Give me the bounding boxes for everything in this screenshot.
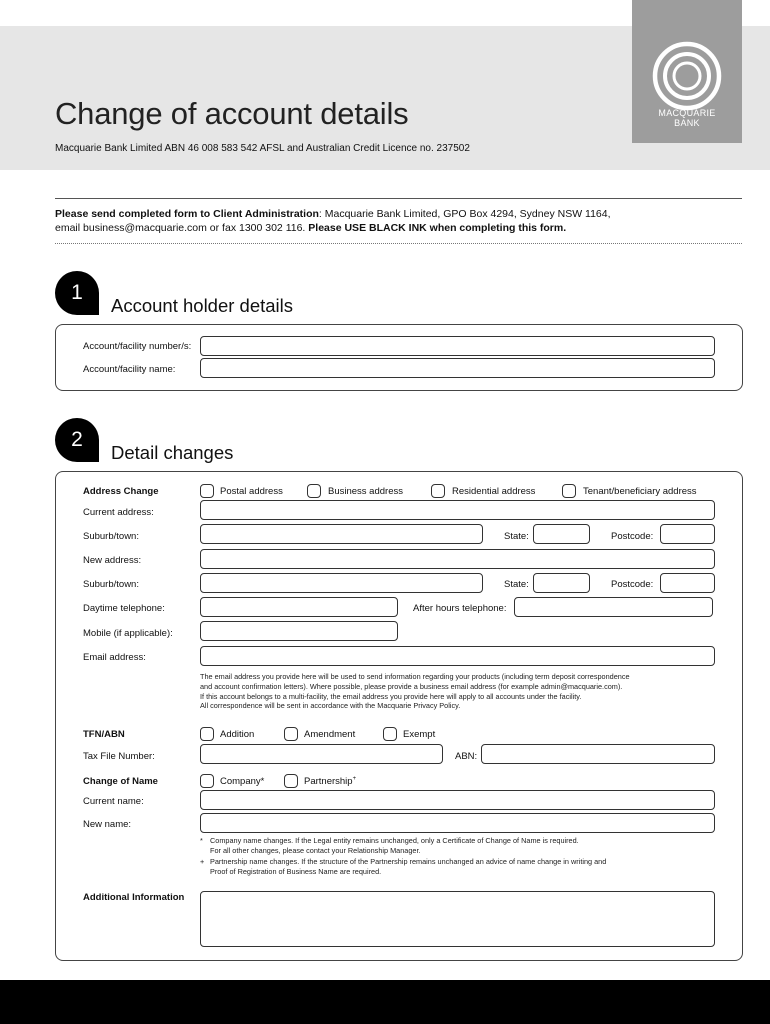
mobile-label: Mobile (if applicable): [83, 628, 173, 639]
abn-input[interactable] [481, 744, 715, 764]
state-label: State: [504, 531, 529, 542]
new-state-input[interactable] [533, 573, 590, 593]
new-postcode-input[interactable] [660, 573, 715, 593]
abn-label: ABN: [455, 751, 478, 762]
footnote-company-line-1: Company name changes. If the Legal entity remains unchanged, only a Certificate of Change of Name is required. [210, 836, 579, 845]
postal-address-checkbox[interactable] [200, 484, 214, 498]
new-address-label: New address: [83, 555, 142, 566]
state-input[interactable] [533, 524, 590, 544]
new-postcode-label: Postcode: [611, 579, 654, 590]
tfn-addition-label: Addition [220, 729, 255, 740]
business-address-checkbox[interactable] [307, 484, 321, 498]
tfn-amendment-label: Amendment [304, 729, 356, 740]
email-note-line-1: The email address you provide here will be used to send information regarding your products (including term deposit correspondence [200, 672, 630, 681]
current-name-label: Current name: [83, 796, 144, 807]
residential-address-label: Residential address [452, 486, 536, 497]
after-hours-telephone-input[interactable] [514, 597, 713, 617]
email-note-line-2: and account confirmation letters). Where possible, please provide a business email address (for example admin@macquarie.com). [200, 681, 623, 691]
divider-bottom [55, 243, 742, 244]
change-of-name-heading: Change of Name [83, 776, 158, 787]
suburb-label: Suburb/town: [83, 531, 139, 542]
daytime-telephone-label: Daytime telephone: [83, 603, 165, 614]
residential-address-checkbox[interactable] [431, 484, 445, 498]
current-name-input[interactable] [200, 790, 715, 810]
company-checkbox[interactable] [200, 774, 214, 788]
tenant-beneficiary-address-checkbox[interactable] [562, 484, 576, 498]
additional-information-input[interactable] [200, 891, 715, 947]
account-number-label: Account/facility number/s: [83, 341, 192, 352]
mobile-input[interactable] [200, 621, 398, 641]
section-2-number: 2 [55, 418, 99, 462]
partnership-label [304, 776, 356, 787]
instructions-text-2: email business@macquarie.com or fax 1300 302 116. [55, 221, 309, 234]
email-note [200, 672, 630, 711]
new-suburb-input[interactable] [200, 573, 483, 593]
divider-top [55, 198, 742, 199]
footnote-star-marker: * [200, 836, 203, 845]
instructions-text-1: : Macquarie Bank Limited, GPO Box 4294, Sydney NSW 1164, [318, 208, 611, 220]
partnership-checkbox[interactable] [284, 774, 298, 788]
footnote-partnership [210, 857, 606, 877]
postcode-label: Postcode: [611, 531, 654, 542]
tfn-addition-checkbox[interactable] [200, 727, 214, 741]
tfn-amendment-checkbox[interactable] [284, 727, 298, 741]
footnote-company [210, 836, 579, 856]
logo-line-1: MACQUARIE [658, 108, 716, 118]
instructions-bold-prefix: Please send completed form to Client Administration [55, 208, 319, 220]
footnote-partnership-line-2: Proof of Registration of Business Name are required. [210, 866, 382, 876]
account-name-input[interactable] [200, 358, 715, 378]
section-2-title: Detail changes [111, 442, 234, 463]
tax-file-number-input[interactable] [200, 744, 443, 764]
section-1-title: Account holder details [111, 295, 294, 316]
new-name-label: New name: [83, 819, 132, 830]
page-subtitle: Macquarie Bank Limited ABN 46 008 583 542 AFSL and Australian Credit Licence no. 237502 [55, 143, 470, 154]
tfn-exempt-checkbox[interactable] [383, 727, 397, 741]
new-state-label: State: [504, 579, 529, 590]
section-1-number: 1 [55, 271, 99, 315]
tfn-abn-heading: TFN/ABN [83, 729, 125, 740]
new-suburb-label: Suburb/town: [83, 579, 139, 590]
current-address-label: Current address: [83, 507, 154, 518]
footnote-plus-marker: + [200, 857, 205, 866]
after-hours-telephone-label: After hours telephone: [413, 603, 507, 614]
additional-information-heading: Additional Information [83, 892, 185, 903]
current-address-input[interactable] [200, 500, 715, 520]
macquarie-logo [632, 0, 742, 143]
email-label: Email address: [83, 652, 146, 663]
partnership-text: Partnership [304, 776, 353, 788]
company-label: Company* [220, 776, 265, 787]
logo-text [632, 109, 742, 128]
section-2-panel [55, 471, 743, 961]
email-note-line-3: If this account belongs to a multi-facility, the email address you provide here will apply to all accounts under the facility. [200, 691, 582, 701]
business-address-label: Business address [328, 486, 403, 497]
macquarie-holey-dollar-icon [651, 40, 723, 112]
page-title: Change of account details [55, 96, 409, 131]
new-name-input[interactable] [200, 813, 715, 833]
postcode-input[interactable] [660, 524, 715, 544]
new-address-input[interactable] [200, 549, 715, 569]
suburb-input[interactable] [200, 524, 483, 544]
account-name-label: Account/facility name: [83, 364, 176, 375]
tenant-beneficiary-address-label: Tenant/beneficiary address [583, 486, 697, 497]
tfn-exempt-label: Exempt [403, 729, 436, 740]
email-input[interactable] [200, 646, 715, 666]
daytime-telephone-input[interactable] [200, 597, 398, 617]
partnership-mark: + [352, 776, 357, 782]
address-change-heading: Address Change [83, 486, 159, 497]
footer-band [0, 980, 770, 1024]
tax-file-number-label: Tax File Number: [83, 751, 155, 762]
postal-address-label: Postal address [220, 486, 283, 497]
footnote-company-line-2: For all other changes, please contact your Relationship Manager. [210, 845, 421, 855]
email-note-line-4: All correspondence will be sent in accordance with the Macquarie Privacy Policy. [200, 701, 461, 711]
footnote-partnership-line-1: Partnership name changes. If the structure of the Partnership remains unchanged an advice of name change in writing and [210, 857, 607, 866]
logo-line-2: BANK [674, 117, 700, 128]
instructions [55, 208, 742, 235]
instructions-bold-suffix: Please USE BLACK INK when completing this form. [308, 221, 567, 234]
account-number-input[interactable] [200, 336, 715, 356]
